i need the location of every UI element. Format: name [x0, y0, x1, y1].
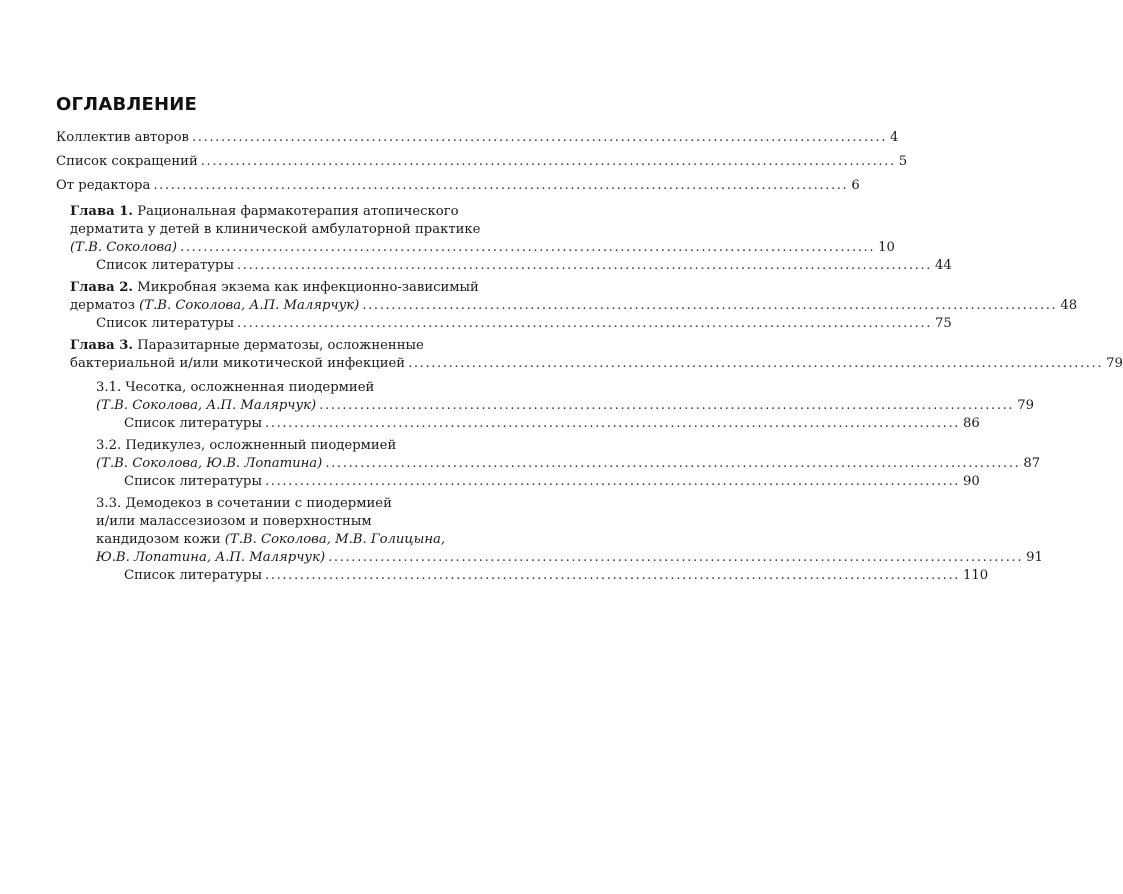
references-text: Список литературы [96, 316, 234, 331]
chapter-2-title-authors-line [70, 296, 1078, 316]
dot-leader: ........................................................................................................................ [191, 130, 888, 145]
references-text: Список литературы [124, 568, 262, 583]
references-text: Список литературы [124, 416, 262, 431]
chapter-1-authors-line [70, 238, 895, 258]
entry-text: От редактора [56, 178, 151, 193]
chapter-1-label: Глава 1. [70, 204, 134, 219]
chapter-2-authors: (Т.В. Соколова, А.П. Малярчук) [139, 298, 360, 313]
chapter-1-title-line2: дерматита у детей в клинической амбулаторной практике [70, 222, 481, 237]
section-3-3-references [124, 566, 989, 586]
toc-entry-editor [56, 176, 860, 196]
dot-leader: ........................................................................................................................ [237, 316, 933, 331]
chapter-1-references [96, 256, 952, 276]
section-3-1-authors: (Т.В. Соколова, А.П. Малярчук) [96, 398, 317, 413]
entry-page: 5 [898, 154, 908, 169]
references-page: 75 [935, 316, 952, 331]
dot-leader: ........................................................................................................................ [362, 298, 1058, 313]
toc-entry-abbreviations [56, 152, 908, 172]
section-3-3-authors-line2: Ю.В. Лопатина, А.П. Малярчук) [96, 550, 326, 565]
dot-leader: ........................................................................................................................ [325, 456, 1021, 471]
dot-leader: ........................................................................................................................ [319, 398, 1015, 413]
references-page: 110 [963, 568, 989, 583]
section-3-2-references [124, 472, 980, 492]
references-text: Список литературы [96, 258, 234, 273]
section-3-1-page: 79 [1017, 398, 1034, 413]
chapter-3-label: Глава 3. [70, 338, 134, 353]
chapter-3-title-line1: Паразитарные дерматозы, осложненные [137, 338, 424, 353]
entry-text: Список сокращений [56, 154, 198, 169]
section-3-2-title: 3.2. Педикулез, осложненный пиодермией [96, 438, 397, 453]
references-page: 86 [963, 416, 980, 431]
section-3-1-authors-line [96, 396, 1034, 416]
chapter-3-page: 79 [1106, 356, 1123, 371]
chapter-1-page: 10 [878, 240, 895, 255]
chapter-1-heading [70, 202, 459, 222]
dot-leader: ........................................................................................................................ [265, 474, 961, 489]
dot-leader: ........................................................................................................................ [328, 550, 1024, 565]
dot-leader: ........................................................................................................................ [180, 240, 876, 255]
section-3-2-authors-line [96, 454, 1041, 474]
toc-entry-authors-collective [56, 128, 899, 148]
references-page: 44 [935, 258, 952, 273]
references-page: 90 [963, 474, 980, 489]
chapter-3-heading [70, 336, 424, 356]
dot-leader: ........................................................................................................................ [200, 154, 896, 169]
section-3-2-page: 87 [1023, 456, 1041, 471]
chapter-2-title-line1: Микробная экзема как инфекционно-зависимый [137, 280, 479, 295]
section-3-1-references [124, 414, 980, 434]
dot-leader: ........................................................................................................................ [265, 568, 961, 583]
section-3-3-title-line1: 3.3. Демодекоз в сочетании с пиодермией [96, 496, 392, 511]
dot-leader: ........................................................................................................................ [153, 178, 849, 193]
section-3-1-title: 3.1. Чесотка, осложненная пиодермией [96, 380, 375, 395]
chapter-1-authors: (Т.В. Соколова) [70, 240, 178, 255]
toc-title: ОГЛАВЛЕНИЕ [56, 94, 198, 115]
chapter-2-heading [70, 278, 479, 298]
chapter-1-title-line1: Рациональная фармакотерапия атопического [137, 204, 459, 219]
section-3-3-title-line3 [96, 530, 445, 550]
section-3-3-title-line2: и/или малассезиозом и поверхностным [96, 514, 372, 529]
section-3-3-page: 91 [1026, 550, 1043, 565]
chapter-2-page: 48 [1060, 298, 1078, 313]
entry-text: Коллектив авторов [56, 130, 189, 145]
dot-leader: ........................................................................................................................ [265, 416, 961, 431]
dot-leader: ........................................................................................................................ [408, 356, 1104, 371]
chapter-2-title-line2: дерматоз [70, 298, 135, 313]
chapter-3-title-line2 [70, 354, 1123, 374]
entry-page: 4 [890, 130, 899, 145]
section-3-3-authors-line1: (Т.В. Соколова, М.В. Голицына, [224, 532, 446, 547]
references-text: Список литературы [124, 474, 262, 489]
entry-page: 6 [851, 178, 860, 193]
dot-leader: ........................................................................................................................ [237, 258, 933, 273]
chapter-3-title-text: бактериальной и/или микотической инфекцией [70, 356, 406, 371]
section-3-3-title-text: кандидозом кожи [96, 532, 221, 547]
section-3-2-authors: (Т.В. Соколова, Ю.В. Лопатина) [96, 456, 323, 471]
chapter-2-references [96, 314, 952, 334]
chapter-2-label: Глава 2. [70, 280, 134, 295]
section-3-3-authors-line [96, 548, 1043, 568]
